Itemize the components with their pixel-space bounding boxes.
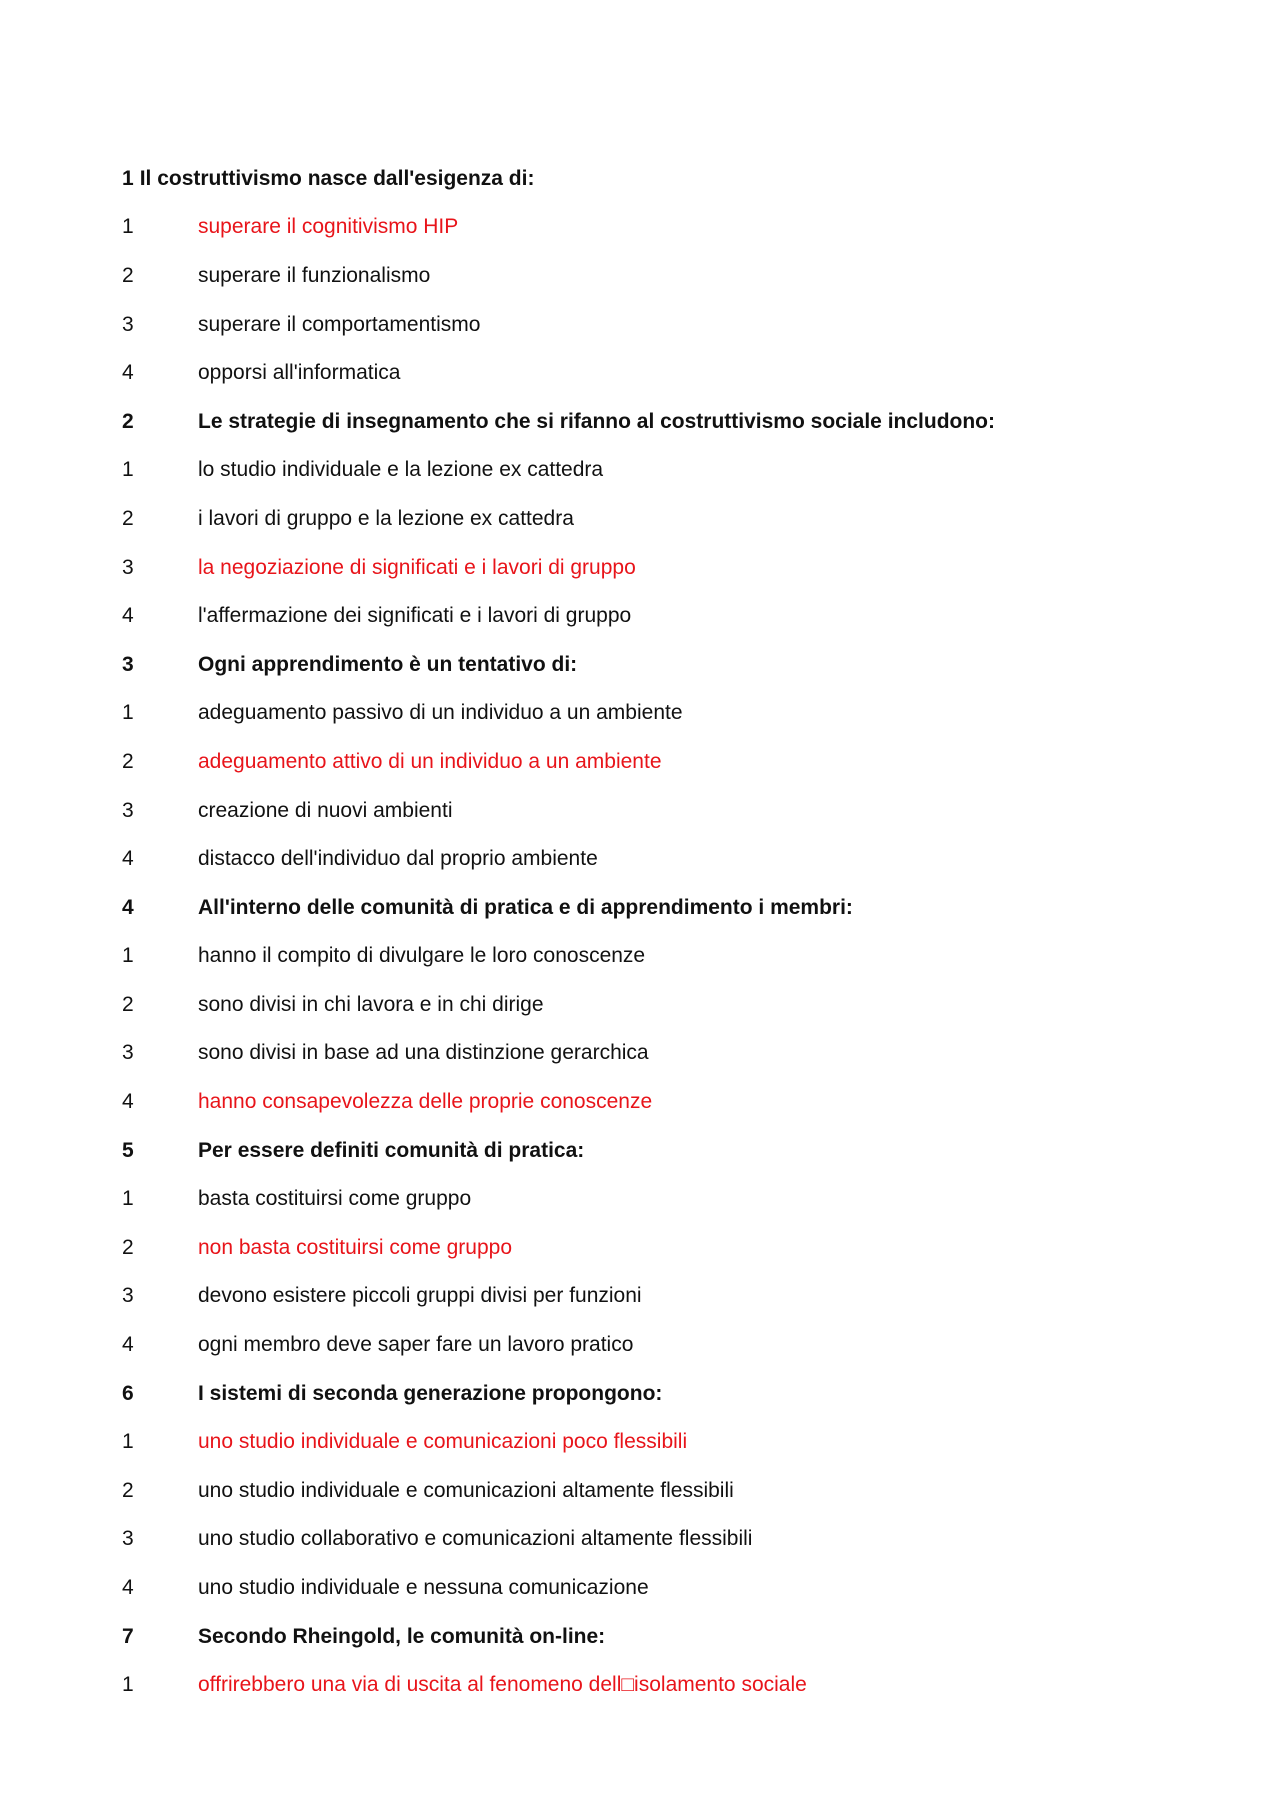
option-number: 2 [122, 506, 134, 530]
question-text: All'interno delle comunità di pratica e di apprendimento i membri: [198, 895, 853, 919]
question-number: 7 [122, 1624, 134, 1648]
question-text: I sistemi di seconda generazione propongono: [198, 1381, 663, 1405]
option-number: 2 [122, 992, 134, 1016]
answer-option-correct [122, 543, 1222, 592]
answer-option [122, 446, 1222, 495]
option-text: superare il comportamentismo [198, 312, 481, 336]
option-text: la negoziazione di significati e i lavori di gruppo [198, 555, 636, 579]
option-number: 3 [122, 1527, 134, 1551]
answer-option [122, 1515, 1222, 1564]
option-number: 2 [122, 263, 134, 287]
answer-option [122, 348, 1222, 397]
option-text: i lavori di gruppo e la lezione ex cattedra [198, 506, 574, 530]
option-number: 3 [122, 312, 134, 336]
question-number: 4 [122, 895, 134, 919]
answer-option [122, 1563, 1222, 1612]
question-number: 5 [122, 1138, 134, 1162]
answer-option [122, 591, 1222, 640]
question-row [122, 640, 1222, 689]
option-number: 3 [122, 555, 134, 579]
question-row [122, 883, 1222, 932]
option-number: 3 [122, 798, 134, 822]
option-number: 1 [122, 944, 134, 968]
answer-option [122, 1029, 1222, 1078]
question-row [122, 154, 1222, 203]
option-number: 1 [122, 701, 134, 725]
option-text: offrirebbero una via di uscita al fenomeno dell□isolamento sociale [198, 1673, 807, 1697]
question-text: Per essere definiti comunità di pratica: [198, 1138, 585, 1162]
answer-option-correct [122, 1417, 1222, 1466]
option-text: uno studio individuale e comunicazioni poco flessibili [198, 1430, 688, 1454]
option-text: superare il cognitivismo HIP [198, 215, 459, 239]
question-number: 3 [122, 652, 134, 676]
answer-option-correct [122, 737, 1222, 786]
option-number: 1 [122, 1187, 134, 1211]
answer-option [122, 494, 1222, 543]
option-number: 4 [122, 1333, 134, 1357]
option-number: 4 [122, 847, 134, 871]
question-row [122, 1126, 1222, 1175]
option-text: lo studio individuale e la lezione ex cattedra [198, 458, 604, 482]
answer-option-correct [122, 1660, 1222, 1709]
answer-option [122, 834, 1222, 883]
option-text: opporsi all'informatica [198, 361, 401, 385]
option-number: 2 [122, 1235, 134, 1259]
answer-option [122, 1466, 1222, 1515]
option-number: 4 [122, 1090, 134, 1114]
option-text: basta costituirsi come gruppo [198, 1187, 472, 1211]
question-text: Il costruttivismo nasce dall'esigenza di: [139, 166, 535, 190]
answer-option [122, 786, 1222, 835]
answer-option-correct [122, 203, 1222, 252]
option-text: adeguamento passivo di un individuo a un ambiente [198, 701, 683, 725]
quiz-list [122, 154, 1222, 1709]
answer-option [122, 689, 1222, 738]
option-text: hanno consapevolezza delle proprie conoscenze [198, 1090, 653, 1114]
question-number: 2 [122, 409, 134, 433]
question-row [122, 397, 1222, 446]
option-text: distacco dell'individuo dal proprio ambiente [198, 847, 598, 871]
option-text: adeguamento attivo di un individuo a un ambiente [198, 749, 662, 773]
question-text: Secondo Rheingold, le comunità on-line: [198, 1624, 606, 1648]
option-number: 4 [122, 361, 134, 385]
question-row [122, 1369, 1222, 1418]
option-text: uno studio individuale e comunicazioni altamente flessibili [198, 1478, 734, 1502]
option-number: 4 [122, 1576, 134, 1600]
answer-option [122, 980, 1222, 1029]
option-number: 1 [122, 458, 134, 482]
answer-option [122, 251, 1222, 300]
option-text: creazione di nuovi ambienti [198, 798, 453, 822]
option-number: 4 [122, 604, 134, 628]
option-number: 1 [122, 1673, 134, 1697]
answer-option [122, 300, 1222, 349]
answer-option-correct [122, 1077, 1222, 1126]
answer-option [122, 1174, 1222, 1223]
option-text: non basta costituirsi come gruppo [198, 1235, 513, 1259]
option-text: uno studio collaborativo e comunicazioni altamente flessibili [198, 1527, 753, 1551]
option-number: 3 [122, 1041, 134, 1065]
question-row [122, 1612, 1222, 1661]
option-number: 2 [122, 1478, 134, 1502]
option-number: 2 [122, 749, 134, 773]
option-text: sono divisi in base ad una distinzione gerarchica [198, 1041, 649, 1065]
option-number: 1 [122, 215, 134, 239]
question-number: 6 [122, 1381, 134, 1405]
answer-option [122, 1272, 1222, 1321]
answer-option [122, 932, 1222, 981]
option-number: 3 [122, 1284, 134, 1308]
question-text: Le strategie di insegnamento che si rifanno al costruttivismo sociale includono: [198, 409, 995, 433]
question-number: 1 [122, 166, 134, 190]
answer-option [122, 1320, 1222, 1369]
option-text: uno studio individuale e nessuna comunicazione [198, 1576, 649, 1600]
answer-option-correct [122, 1223, 1222, 1272]
option-text: devono esistere piccoli gruppi divisi per funzioni [198, 1284, 642, 1308]
option-text: sono divisi in chi lavora e in chi dirige [198, 992, 544, 1016]
option-text: l'affermazione dei significati e i lavori di gruppo [198, 604, 632, 628]
option-text: ogni membro deve saper fare un lavoro pratico [198, 1333, 634, 1357]
option-number: 1 [122, 1430, 134, 1454]
question-text: Ogni apprendimento è un tentativo di: [198, 652, 578, 676]
option-text: superare il funzionalismo [198, 263, 431, 287]
option-text: hanno il compito di divulgare le loro conoscenze [198, 944, 646, 968]
